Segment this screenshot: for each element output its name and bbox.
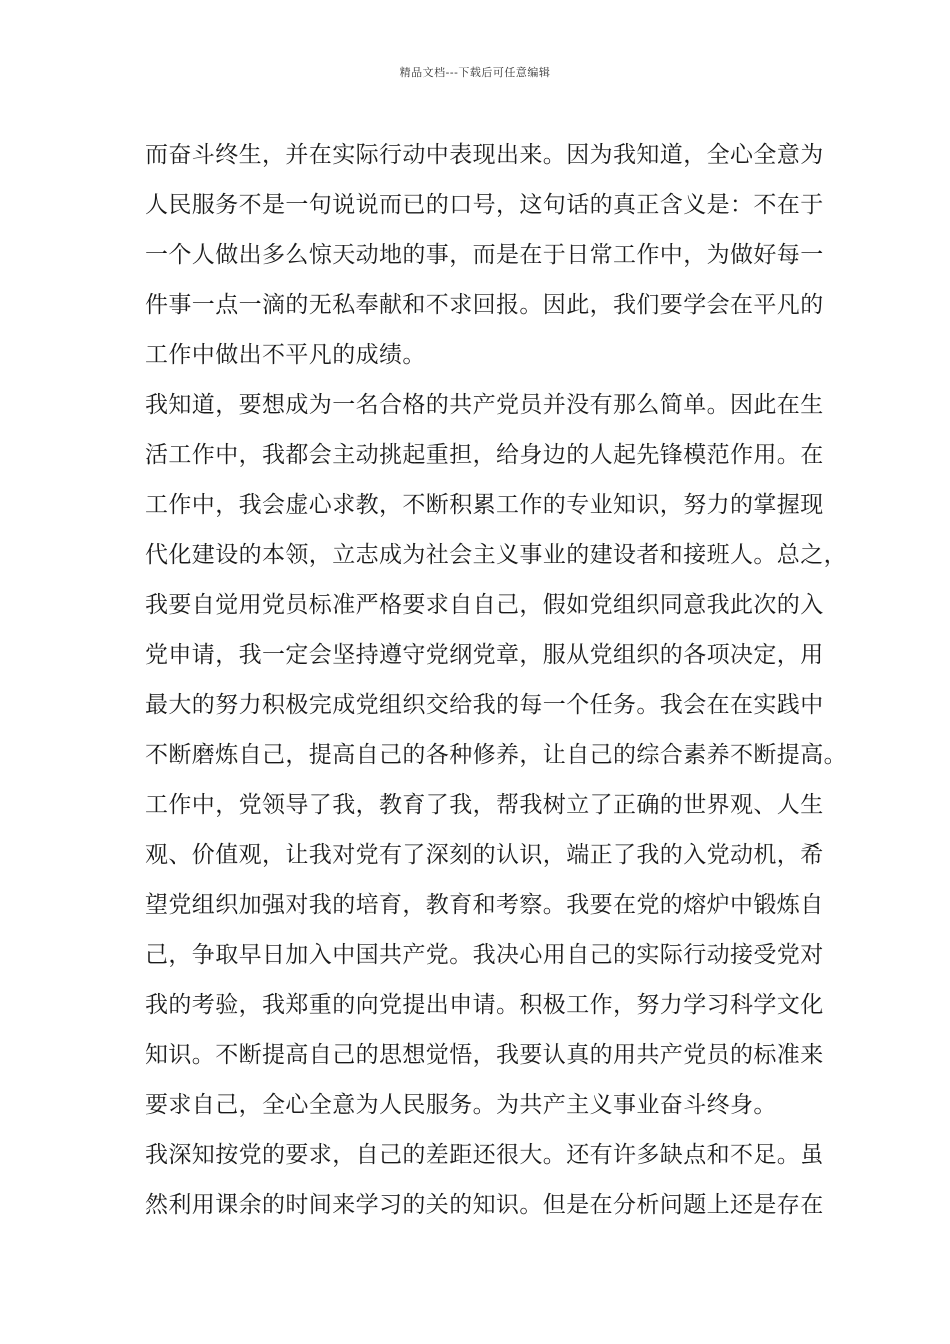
text-line: 工作中做出不平凡的成绩。: [145, 342, 426, 368]
text-line: 己，争取早日加入中国共产党。我决心用自己的实际行动接受党对: [145, 942, 824, 968]
text-line: 我要自觉用党员标准严格要求自自己，假如党组织同意我此次的入: [145, 592, 824, 618]
text-line: 要求自己，全心全意为人民服务。为共产主义事业奋斗终身。: [145, 1092, 777, 1118]
text-line: 知识。不断提高自己的思想觉悟，我要认真的用共产党员的标准来: [145, 1042, 824, 1068]
text-line: 最大的努力积极完成党组织交给我的每一个任务。我会在在实践中: [145, 692, 824, 718]
document-body: [145, 130, 847, 1230]
text-line: 工作中，党领导了我，教育了我，帮我树立了正确的世界观、人生: [145, 792, 824, 818]
text-line: 我的考验，我郑重的向党提出申请。积极工作，努力学习科学文化: [145, 992, 824, 1018]
text-line: 观、价值观，让我对党有了深刻的认识，端正了我的入党动机，希: [145, 842, 824, 868]
text-line: 人民服务不是一句说说而已的口号，这句话的真正含义是：不在于: [145, 192, 824, 218]
text-line: 我深知按党的要求，自己的差距还很大。还有许多缺点和不足。虽: [145, 1142, 824, 1168]
text-line: 党申请，我一定会坚持遵守党纲党章，服从党组织的各项决定，用: [145, 642, 824, 668]
text-line: 活工作中，我都会主动挑起重担，给身边的人起先锋模范作用。在: [145, 442, 824, 468]
text-line: 件事一点一滴的无私奉献和不求回报。因此，我们要学会在平凡的: [145, 292, 824, 318]
text-line: 而奋斗终生，并在实际行动中表现出来。因为我知道，全心全意为: [145, 142, 824, 168]
text-line: 代化建设的本领，立志成为社会主义事业的建设者和接班人。总之，: [145, 542, 847, 568]
text-line: 一个人做出多么惊天动地的事，而是在于日常工作中，为做好每一: [145, 242, 824, 268]
page-header: 精品文档---下载后可任意编辑: [399, 66, 551, 79]
text-line: 工作中，我会虚心求教，不断积累工作的专业知识，努力的掌握现: [145, 492, 824, 518]
text-line: 不断磨炼自己，提高自己的各种修养，让自己的综合素养不断提高。: [145, 742, 847, 768]
text-line: 望党组织加强对我的培育，教育和考察。我要在党的熔炉中锻炼自: [145, 892, 824, 918]
text-line: 我知道，要想成为一名合格的共产党员并没有那么简单。因此在生: [145, 392, 824, 418]
text-line: 然利用课余的时间来学习的关的知识。但是在分析问题上还是存在: [145, 1192, 824, 1218]
